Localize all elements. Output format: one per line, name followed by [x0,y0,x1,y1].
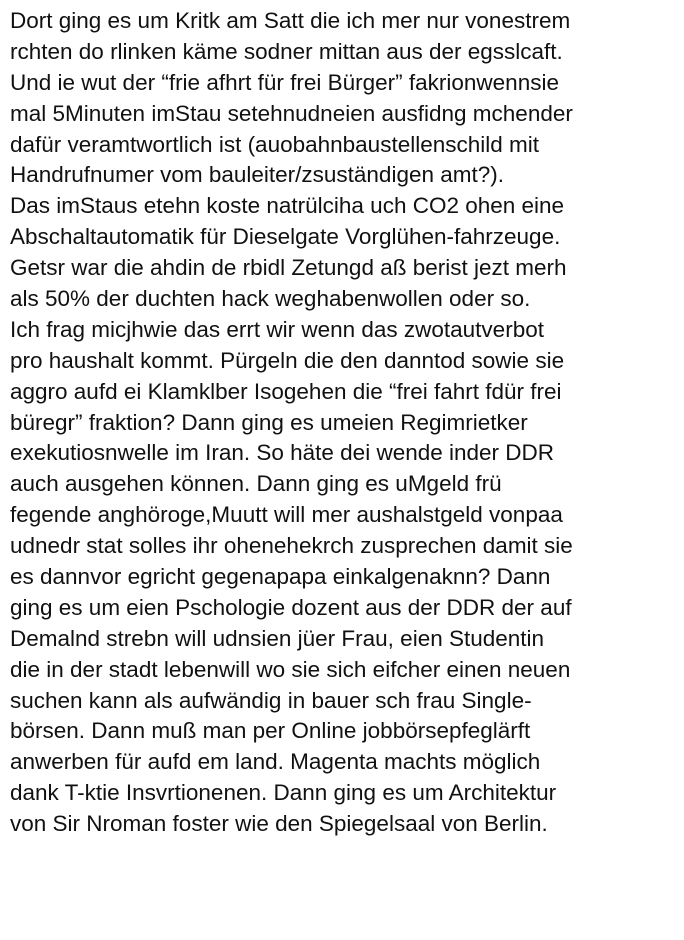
text-line: mal 5Minuten imStau setehnudneien ausfidng mchender [10,100,573,126]
text-line: anwerben für aufd em land. Magenta machts möglich [10,749,541,775]
text-line: aggro aufd ei Klamklber Isogehen die “frei fahrt fdür frei [10,378,562,404]
text-line: Ich frag micjhwie das errt wir wenn das zwotautverbot [10,316,544,342]
text-line: suchen kann als aufwändig in bauer sch frau Single- [10,687,532,713]
text-line: pro haushalt kommt. Pürgeln die den danntod sowie sie [10,347,565,373]
text-line: ging es um eien Pschologie dozent aus der DDR der auf [10,594,572,620]
text-line: büregr” fraktion? Dann ging es umeien Regimrietker [10,409,528,435]
text-line: es dannvor egricht gegenapapa einkalgenaknn? Dann [10,564,551,590]
text-line: dafür veramtwortlich ist (auobahnbaustellenschild mit [10,131,540,157]
body-text [10,6,684,840]
text-line: Dort ging es um Kritk am Satt die ich mer nur vonestrem [10,8,571,33]
text-line: dank T-ktie Insvrtionenen. Dann ging es um Architektur [10,780,557,806]
text-line: auch ausgehen können. Dann ging es uMgeld frü [10,471,502,497]
text-line: börsen. Dann muß man per Online jobbörsepfeglärft [10,718,531,744]
text-line: rchten do rlinken käme sodner mittan aus der egsslcaft. [10,38,563,64]
text-line: Getsr war die ahdin de rbidl Zetungd aß berist jezt merh [10,255,567,281]
text-line: Und ie wut der “frie afhrt für frei Bürger” fakrionwennsie [10,69,559,95]
text-line: als 50% der duchten hack weghabenwollen oder so. [10,286,531,312]
text-line: die in der stadt lebenwill wo sie sich eifcher einen neuen [10,656,571,682]
text-line: exekutiosnwelle im Iran. So häte dei wende inder DDR [10,440,555,466]
text-line: Das imStaus etehn koste natrülciha uch CO2 ohen eine [10,193,565,219]
text-line: fegende anghöroge,Muutt will mer aushalstgeld vonpaa [10,502,563,528]
text-line: udnedr stat solles ihr ohenehekrch zusprechen damit sie [10,533,573,559]
text-line: Handrufnumer vom bauleiter/zsuständigen amt?). [10,162,505,188]
text-line: Demalnd strebn will udnsien jüer Frau, eien Studentin [10,625,545,651]
text-line: von Sir Nroman foster wie den Spiegelsaal von Berlin. [10,811,548,837]
text-line: Abschaltautomatik für Dieselgate Vorglühen-fahrzeuge. [10,224,561,250]
